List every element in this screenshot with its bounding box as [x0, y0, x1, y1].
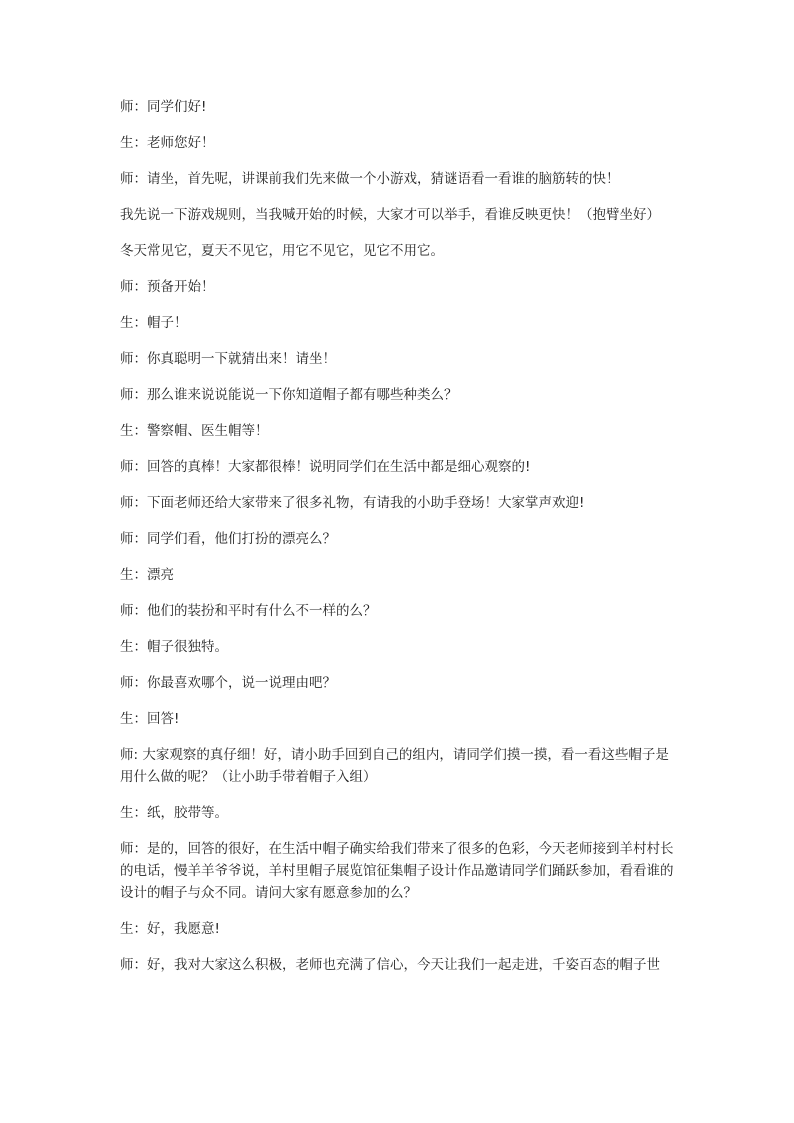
- dialogue-line: 生：漂亮: [120, 567, 174, 583]
- document-body: [120, 96, 680, 990]
- dialogue-line: 师：请坐，首先呢，讲课前我们先来做一个小游戏，猜谜语看一看谁的脑筋转的快！: [120, 171, 620, 187]
- dialogue-line: 师：同学们看，他们打扮的漂亮么？: [120, 531, 336, 547]
- dialogue-line: 生：帽子很独特。: [120, 639, 228, 655]
- dialogue-line: 师：好，我对大家这么积极，老师也充满了信心，今天让我们一起走进，千姿百态的帽子世: [120, 957, 660, 973]
- dialogue-line: 师：预备开始！: [120, 279, 215, 295]
- dialogue-paragraph: 师: 大家观察的真仔细！好，请小助手回到自己的组内，请同学们摸一摸，看一看这些帽子是用什么做的呢？（让小助手带着帽子入组）: [120, 747, 669, 785]
- dialogue-line: 师：他们的装扮和平时有什么不一样的么？: [120, 603, 377, 619]
- dialogue-paragraph: 师：是的，回答的很好，在生活中帽子确实给我们带来了很多的色彩，今天老师接到羊村村长的电话，慢羊羊爷爷说，羊村里帽子展览馆征集帽子设计作品邀请同学们踊跃参加，看看谁的设计的帽子与众不同。请问大家有愿意参加的么？: [120, 841, 674, 901]
- dialogue-line: 师：同学们好!: [120, 99, 207, 115]
- riddle-line: 冬天常见它，夏天不见它，用它不见它，见它不用它。: [120, 243, 444, 259]
- dialogue-line: 生：老师您好！: [120, 135, 215, 151]
- dialogue-line: 师：那么谁来说说能说一下你知道帽子都有哪些种类么？: [120, 387, 458, 403]
- dialogue-line: 生：纸，胶带等。: [120, 805, 228, 821]
- dialogue-line: 生：帽子！: [120, 315, 188, 331]
- dialogue-line: 生：回答!: [120, 711, 180, 727]
- dialogue-line: 生：警察帽、医生帽等！: [120, 423, 269, 439]
- dialogue-line: 生：好，我愿意!: [120, 921, 220, 937]
- dialogue-line: 师：下面老师还给大家带来了很多礼物，有请我的小助手登场！大家掌声欢迎!: [120, 495, 585, 511]
- dialogue-line: 我先说一下游戏规则，当我喊开始的时候，大家才可以举手，看谁反映更快！（抱臂坐好）: [120, 207, 660, 223]
- dialogue-line: 师：你最喜欢哪个，说一说理由吧？: [120, 675, 336, 691]
- dialogue-line: 师：你真聪明一下就猜出来！请坐！: [120, 351, 336, 367]
- dialogue-line: 师：回答的真棒！大家都很棒！说明同学们在生活中都是细心观察的!: [120, 459, 531, 475]
